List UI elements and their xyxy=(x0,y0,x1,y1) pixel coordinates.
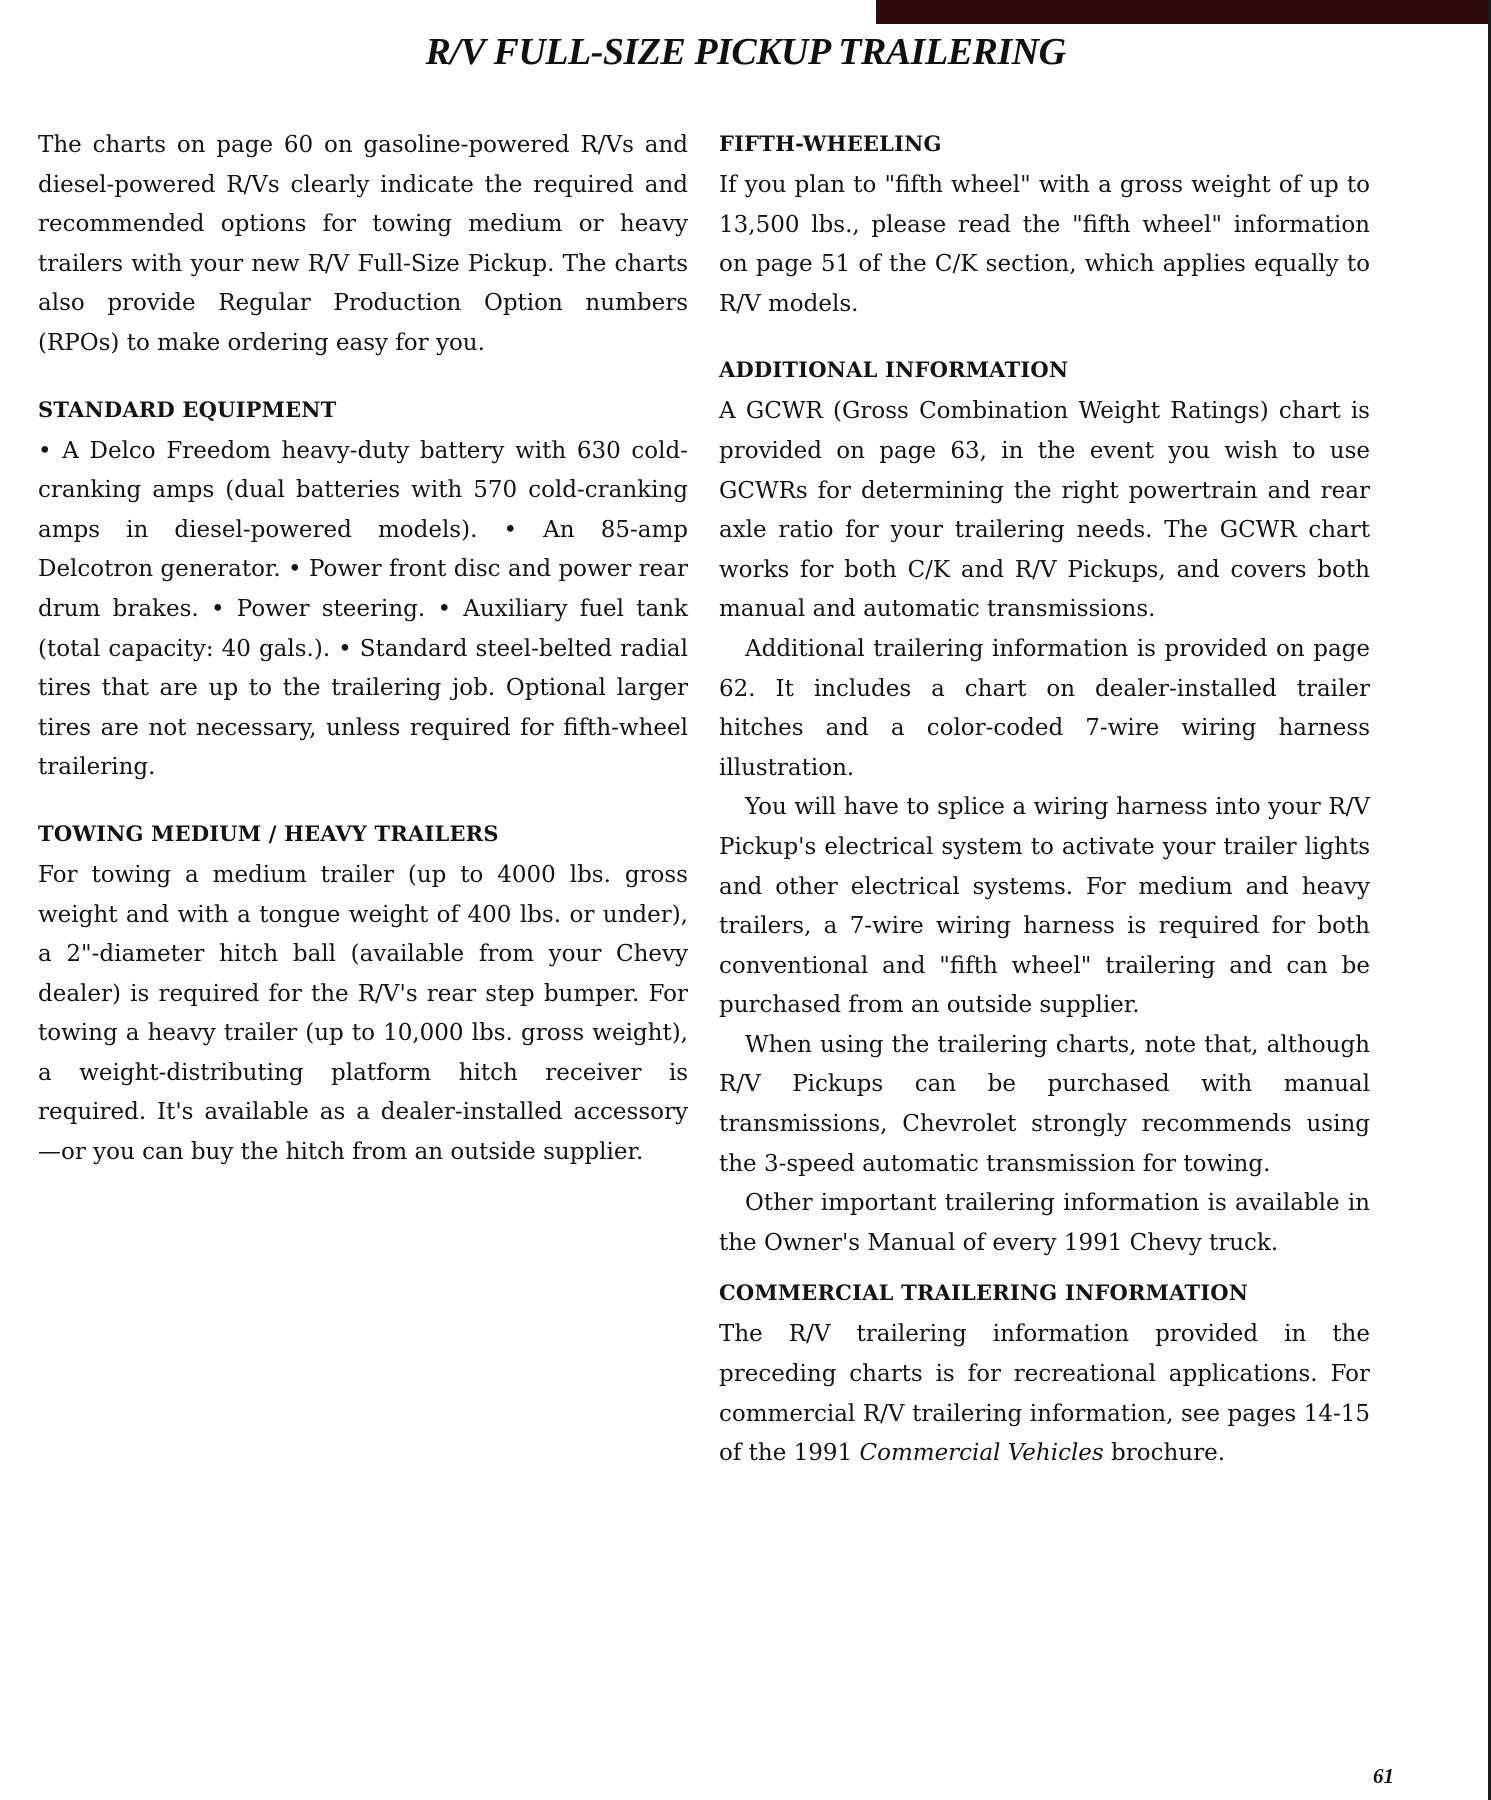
page-number: 61 xyxy=(1373,1764,1394,1788)
standard-equipment-body: • A Delco Freedom heavy-duty battery with 630 cold-cranking amps (dual batteries with 570 cold-cranking amps in diesel-powered models). • An 85-amp Delcotron generator. • Power front disc and power rear drum brakes. • Power steering. • Auxiliary fuel tank (total capacity: 40 gals.). • Standard steel-belted radial tires that are up to the trailering job. Optional larger tires are not necessary, unless required for fifth-wheel trailering. xyxy=(38,437,688,781)
additional-info-p4: When using the trailering charts, note that, although R/V Pickups can be purchased with manual transmissions, Chevrolet strongly recommends using the 3-speed automatic transmission for towing. xyxy=(719,1031,1370,1177)
left-column xyxy=(38,126,688,1173)
towing-heading: TOWING MEDIUM / HEAVY TRAILERS xyxy=(38,820,499,846)
commercial-heading: COMMERCIAL TRAILERING INFORMATION xyxy=(719,1280,1249,1306)
right-column xyxy=(719,126,1370,1474)
intro-paragraph: The charts on page 60 on gasoline-powered R/Vs and diesel-powered R/Vs clearly indicate the required and recommended options for towing medium or heavy trailers with your new R/V Full-Size Pickup. The charts also provide Regular Production Option numbers (RPOs) to make ordering easy for you. xyxy=(38,132,688,356)
additional-info-p2: Additional trailering information is provided on page 62. It includes a chart on dealer-installed trailer hitches and a color-coded 7-wire wiring harness illustration. xyxy=(719,635,1370,781)
commercial-vehicles-title: Commercial Vehicles xyxy=(859,1440,1104,1467)
additional-info-heading: ADDITIONAL INFORMATION xyxy=(719,357,1069,383)
fifth-wheeling-heading: FIFTH-WHEELING xyxy=(719,131,942,156)
standard-equipment-heading: STANDARD EQUIPMENT xyxy=(38,396,337,422)
additional-info-p5: Other important trailering information is available in the Owner's Manual of every 1991 Chevy truck. xyxy=(719,1190,1370,1256)
additional-info-p1: A GCWR (Gross Combination Weight Ratings) chart is provided on page 63, in the event you wish to use GCWRs for determining the right powertrain and rear axle ratio for your trailering needs. The GCWR chart works for both C/K and R/V Pickups, and covers both manual and automatic transmissions. xyxy=(719,398,1370,623)
fifth-wheeling-body: If you plan to "fifth wheel" with a gross weight of up to 13,500 lbs., please read the "fifth wheel" information on page 51 of the C/K section, which applies equally to R/V models. xyxy=(719,172,1370,317)
page-title: R/V FULL-SIZE PICKUP TRAILERING xyxy=(425,31,1066,73)
commercial-body xyxy=(719,1315,1370,1473)
additional-info-p3: You will have to splice a wiring harness into your R/V Pickup's electrical system to activate your trailer lights and other electrical systems. For medium and heavy trailers, a 7-wire wiring harness is required for both conventional and "fifth wheel" trailering and can be purchased from an outside supplier. xyxy=(719,794,1370,1019)
commercial-body-suffix: brochure. xyxy=(1103,1440,1226,1467)
towing-body: For towing a medium trailer (up to 4000 lbs. gross weight and with a tongue weight of 400 lbs. or under), a 2"-diameter hitch ball (available from your Chevy dealer) is required for the R/V's rear step bumper. For towing a heavy trailer (up to 10,000 lbs. gross weight), a weight-distributing platform hitch receiver is required. It's available as a dealer-installed accessory—or you can buy the hitch from an outside supplier. xyxy=(38,861,688,1166)
header-accent-bar xyxy=(876,0,1491,24)
commercial-body-prefix: The R/V trailering information provided in the preceding charts is for recreational applications. For commercial R/V trailering information, see pages 14-15 of the 1991 xyxy=(719,1321,1370,1467)
